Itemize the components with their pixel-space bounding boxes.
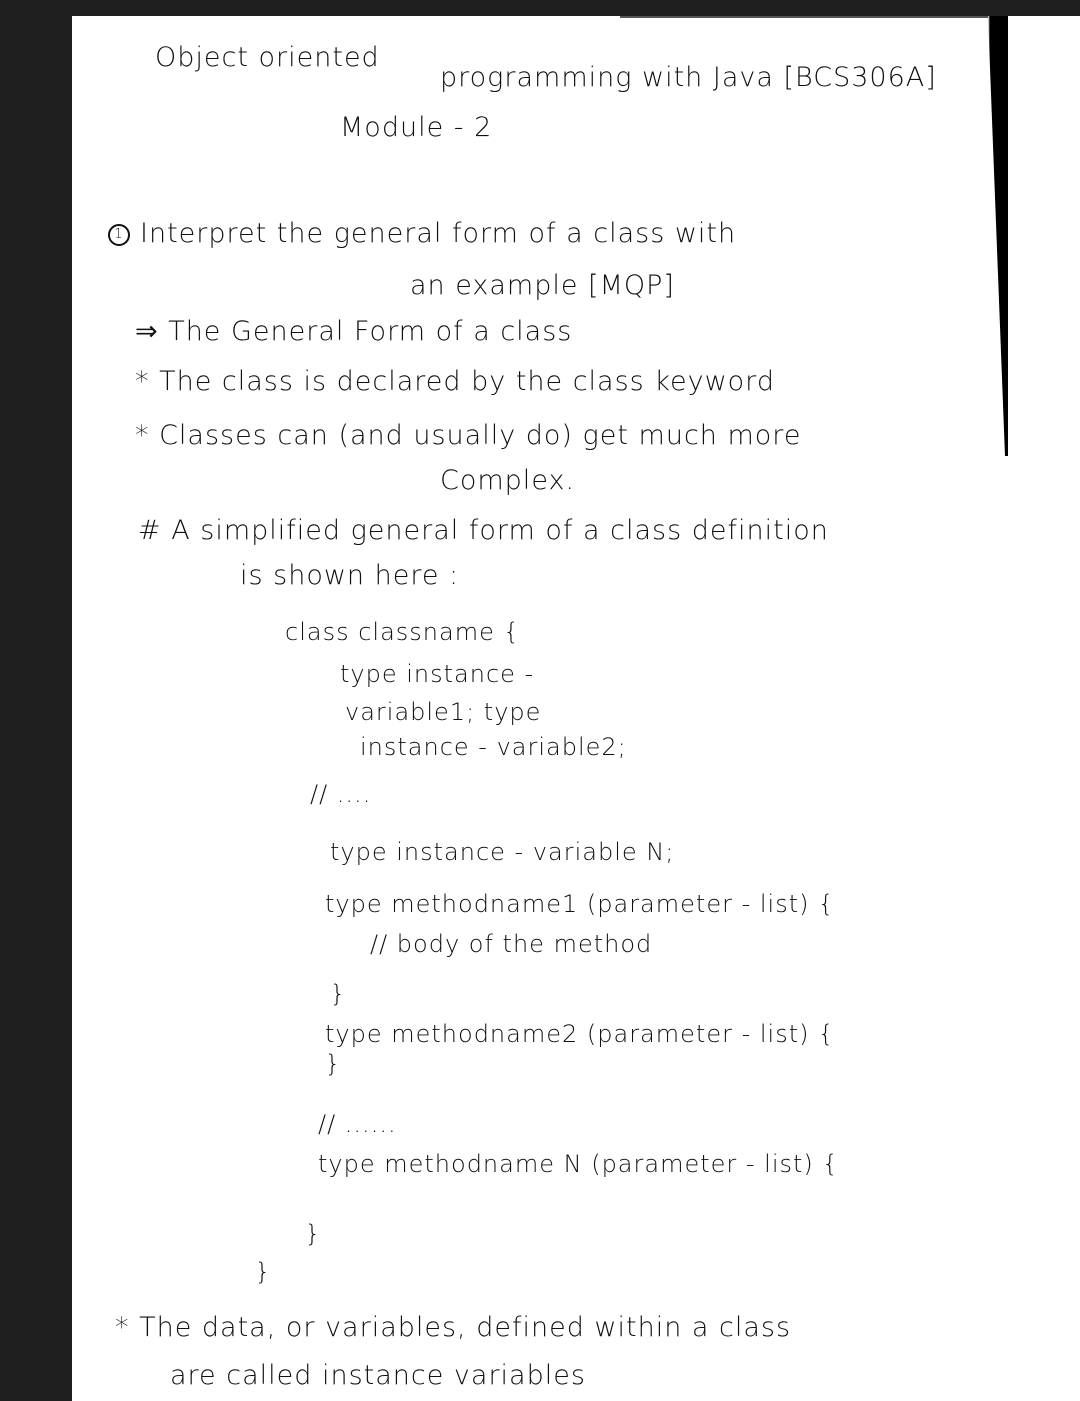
- code-line: instance - variable2;: [360, 733, 627, 761]
- code-line: // ......: [318, 1110, 397, 1138]
- bullet-1: * The class is declared by the class keyword: [135, 366, 775, 397]
- bullet-2: * Classes can (and usually do) get much more: [135, 420, 802, 451]
- module-label: Module - 2: [340, 112, 493, 143]
- code-line: // ....: [310, 780, 372, 808]
- question-line2: an example [MQP]: [410, 270, 675, 301]
- footer-line2: are called instance variables: [170, 1360, 586, 1391]
- code-line: }: [305, 1220, 322, 1248]
- question-number: 1: [108, 224, 130, 246]
- code-line: }: [330, 980, 347, 1008]
- title-part1: Object oriented: [155, 42, 380, 73]
- title-part2: programming with Java [BCS306A]: [440, 62, 937, 93]
- code-line: variable1; type: [345, 698, 542, 726]
- note-line2: is shown here :: [240, 560, 460, 591]
- code-line: type methodname2 (parameter - list) {: [325, 1020, 835, 1048]
- code-line: // body of the method: [370, 930, 653, 958]
- code-line: type instance - variable N;: [330, 838, 675, 866]
- question-line1: Interpret the general form of a class with: [140, 218, 737, 249]
- code-line: }: [325, 1050, 342, 1078]
- code-line: type methodname1 (parameter - list) {: [325, 890, 835, 918]
- scan-edge-line: [620, 16, 990, 18]
- code-line: class classname {: [285, 618, 520, 646]
- code-line: type methodname N (parameter - list) {: [318, 1150, 839, 1178]
- footer-line1: * The data, or variables, defined within a class: [115, 1312, 792, 1343]
- note-line1: # A simplified general form of a class definition: [138, 515, 829, 546]
- code-line: type instance -: [340, 660, 535, 688]
- code-line: }: [255, 1258, 272, 1286]
- bullet-2-cont: Complex.: [440, 465, 576, 496]
- question: [108, 218, 736, 249]
- answer-heading: ⇒ The General Form of a class: [135, 316, 573, 347]
